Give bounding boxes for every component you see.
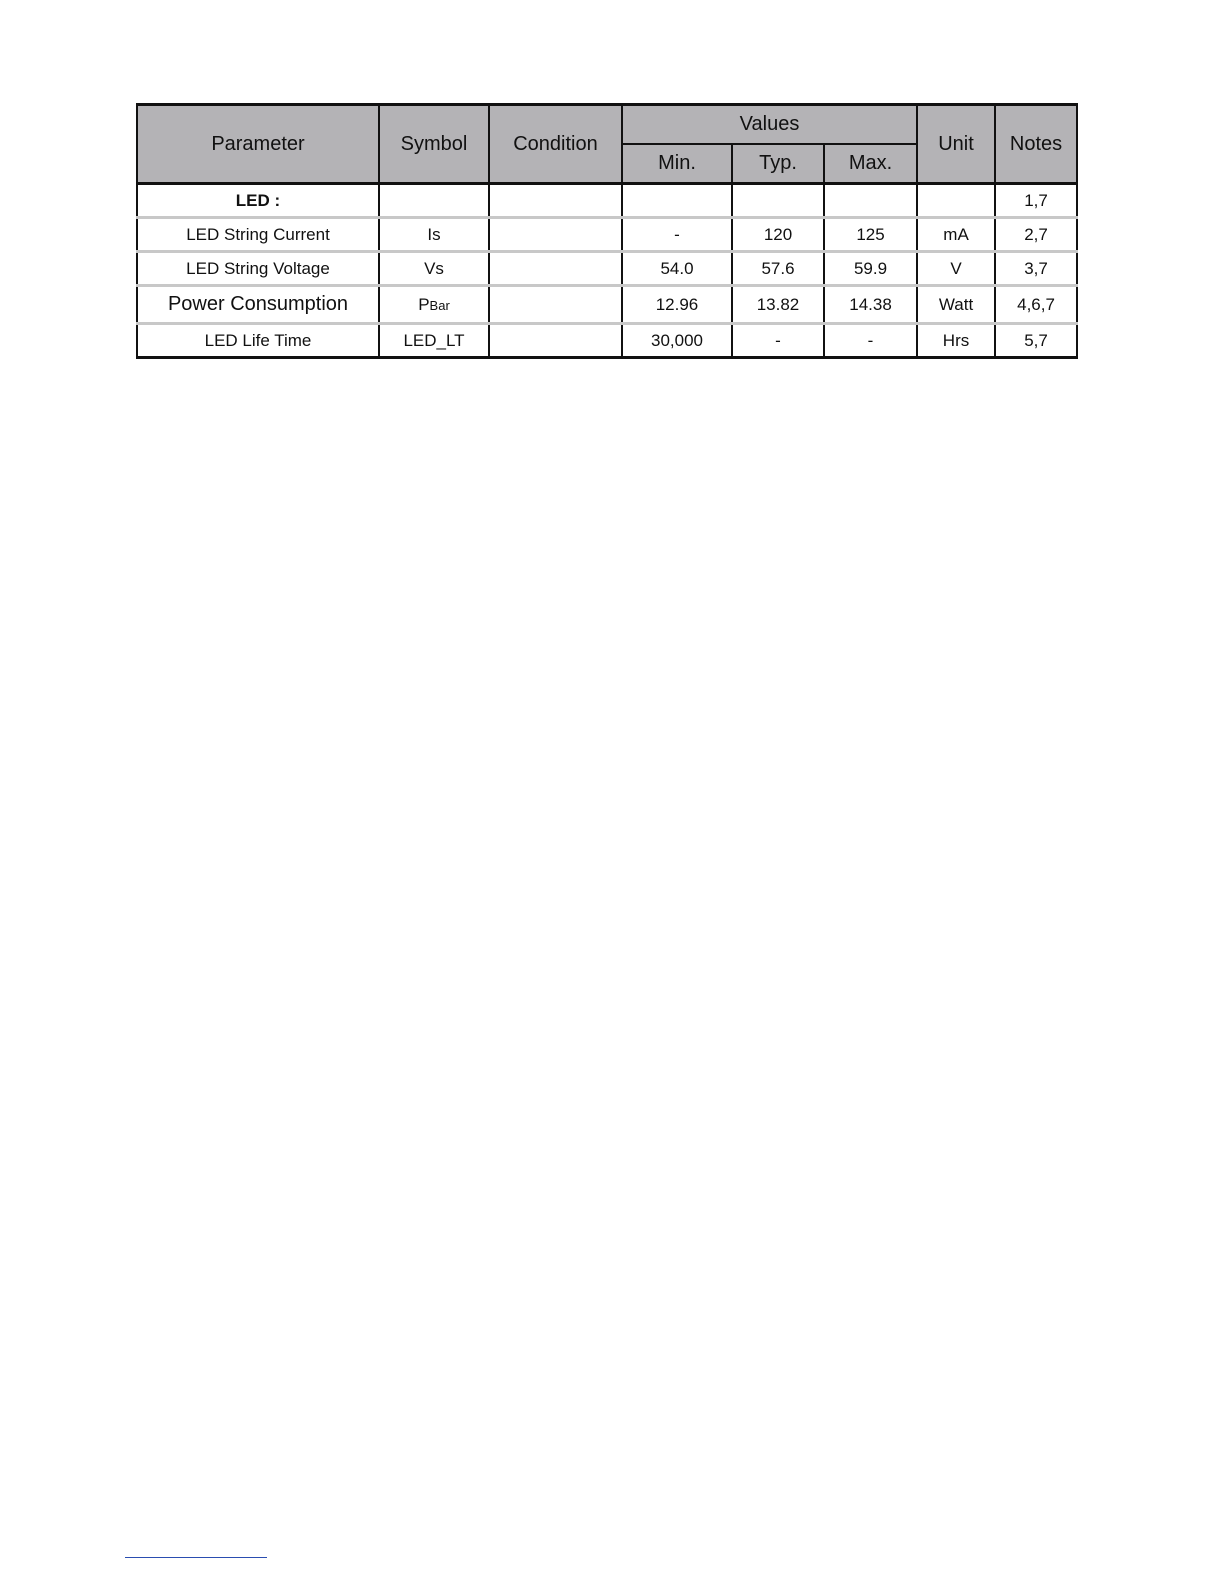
header-condition: Condition	[489, 105, 622, 184]
header-notes: Notes	[995, 105, 1077, 184]
table-row	[137, 324, 1077, 358]
cell-condition	[489, 324, 622, 358]
cell-parameter: Power Consumption	[137, 286, 379, 324]
symbol-subscript: Bar	[429, 297, 450, 313]
cell-symbol	[379, 286, 489, 324]
cell-symbol: Vs	[379, 252, 489, 286]
cell-typ: 57.6	[732, 252, 824, 286]
header-typ: Typ.	[732, 144, 824, 184]
cell-typ: 120	[732, 218, 824, 252]
cell-typ: -	[732, 324, 824, 358]
cell-unit: Hrs	[917, 324, 995, 358]
header-max: Max.	[824, 144, 917, 184]
cell-max: 59.9	[824, 252, 917, 286]
cell-typ: 13.82	[732, 286, 824, 324]
header-unit: Unit	[917, 105, 995, 184]
table-row	[137, 184, 1077, 218]
cell-symbol: Is	[379, 218, 489, 252]
header-parameter: Parameter	[137, 105, 379, 184]
cell-min	[622, 184, 732, 218]
cell-notes: 4,6,7	[995, 286, 1077, 324]
cell-symbol: LED_LT	[379, 324, 489, 358]
cell-condition	[489, 252, 622, 286]
cell-parameter: LED String Voltage	[137, 252, 379, 286]
cell-parameter: LED :	[137, 184, 379, 218]
cell-condition	[489, 286, 622, 324]
cell-min: -	[622, 218, 732, 252]
cell-symbol	[379, 184, 489, 218]
symbol-main: P	[418, 294, 430, 314]
cell-parameter: LED String Current	[137, 218, 379, 252]
cell-unit: Watt	[917, 286, 995, 324]
cell-condition	[489, 184, 622, 218]
cell-notes: 5,7	[995, 324, 1077, 358]
cell-unit: V	[917, 252, 995, 286]
cell-unit: mA	[917, 218, 995, 252]
cell-parameter: LED Life Time	[137, 324, 379, 358]
header-min: Min.	[622, 144, 732, 184]
cell-max: 14.38	[824, 286, 917, 324]
footnote-divider	[125, 1557, 267, 1558]
table-row	[137, 286, 1077, 324]
table-row	[137, 218, 1077, 252]
header-symbol: Symbol	[379, 105, 489, 184]
cell-notes: 2,7	[995, 218, 1077, 252]
cell-condition	[489, 218, 622, 252]
cell-max: 125	[824, 218, 917, 252]
cell-unit	[917, 184, 995, 218]
header-values: Values	[622, 105, 917, 145]
cell-max	[824, 184, 917, 218]
cell-notes: 3,7	[995, 252, 1077, 286]
cell-min: 54.0	[622, 252, 732, 286]
cell-min: 30,000	[622, 324, 732, 358]
table-row	[137, 252, 1077, 286]
cell-min: 12.96	[622, 286, 732, 324]
cell-notes: 1,7	[995, 184, 1077, 218]
cell-max: -	[824, 324, 917, 358]
cell-typ	[732, 184, 824, 218]
led-spec-table	[136, 103, 1078, 359]
